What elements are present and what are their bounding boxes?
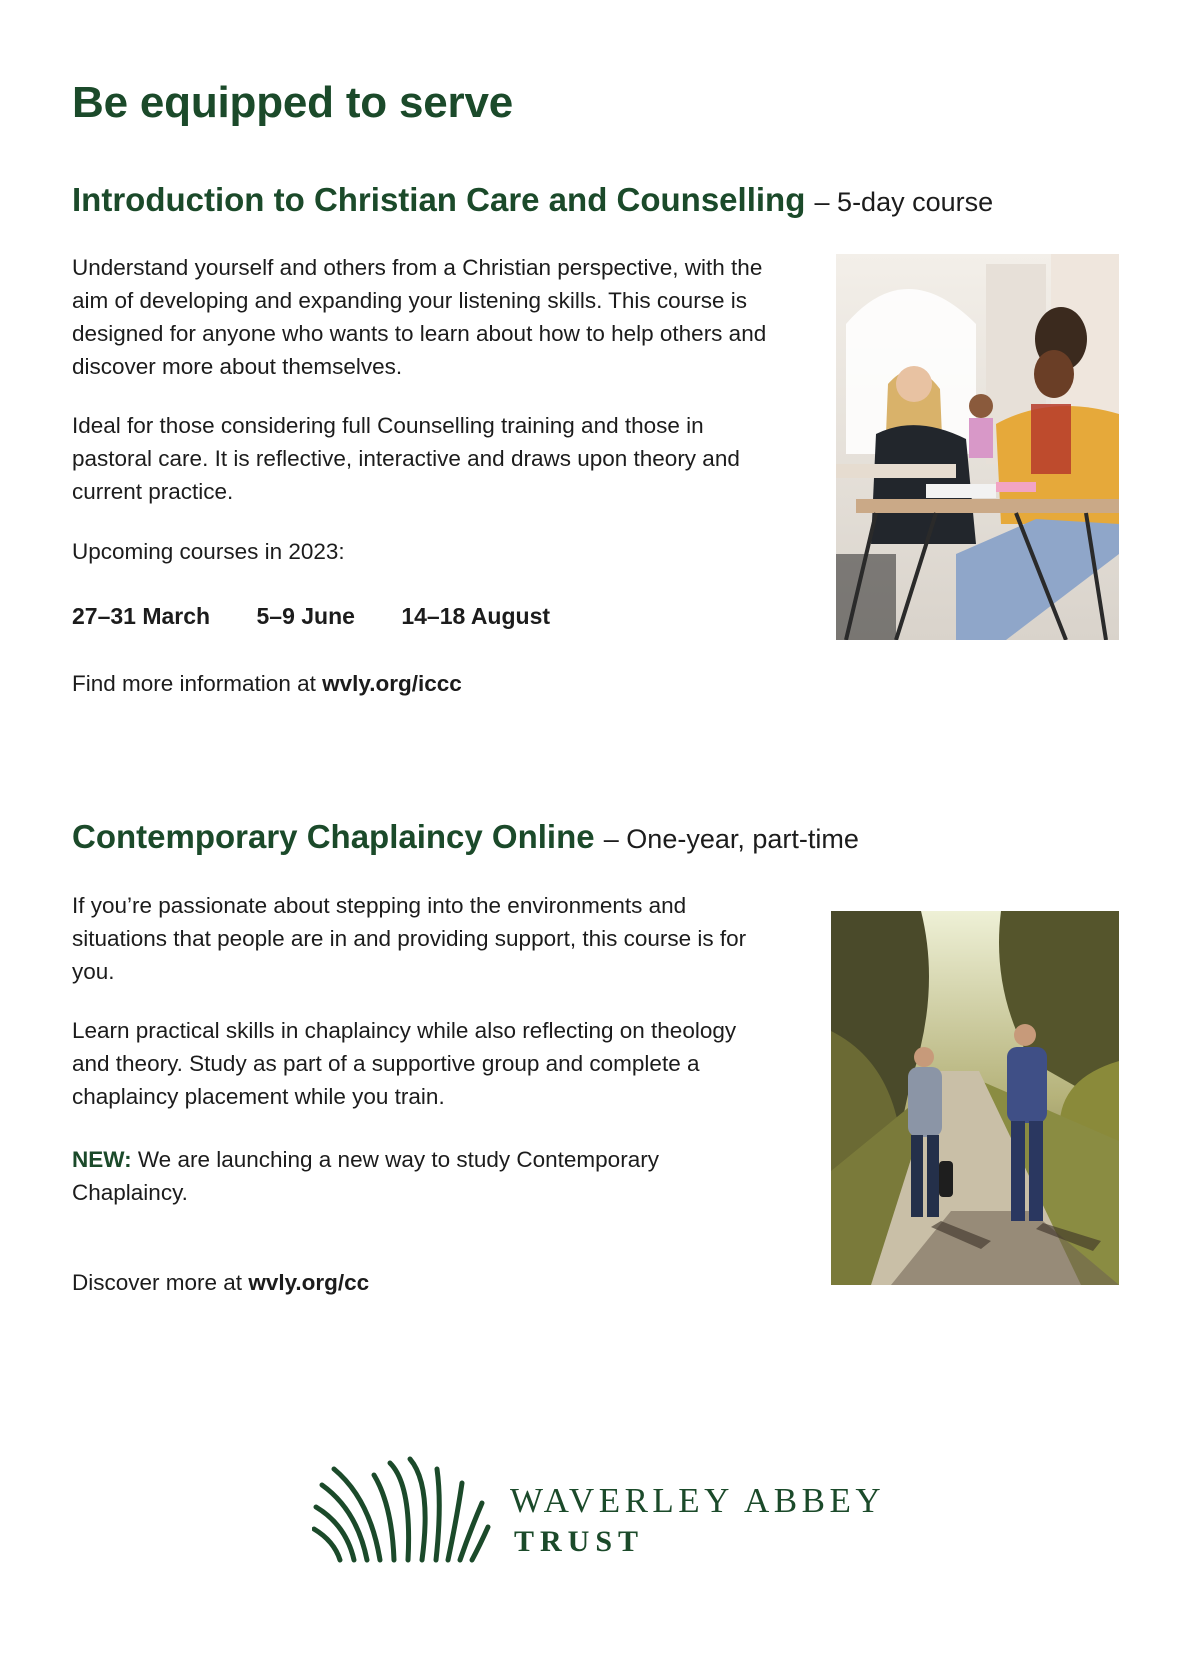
course-date: 27–31 March (72, 603, 211, 629)
logo-sub: TRUST (514, 1525, 645, 1558)
iccc-link[interactable]: wvly.org/iccc (322, 671, 462, 696)
classroom-photo (836, 254, 1119, 640)
waverley-abbey-trust-logo (312, 1455, 912, 1570)
page-title: Be equipped to serve (72, 78, 514, 127)
discover-text: Discover more at (72, 1270, 249, 1295)
section-title-iccc: Introduction to Christian Care and Counselling (72, 181, 806, 218)
section-subtitle-cc: – One-year, part-time (603, 824, 859, 854)
walking-path-photo (831, 911, 1119, 1285)
iccc-intro-paragraph: Understand yourself and others from a Christian perspective, with the aim of developing and expanding your listening skills. This course is designed for anyone who wants to learn about how to help others and discover more about themselves. (72, 255, 767, 379)
cc-intro-paragraph: If you’re passionate about stepping into the environments and situations that people are in and providing support, this course is for you. (72, 893, 747, 984)
cc-new-paragraph (72, 1143, 772, 1209)
more-info-text: Find more information at (72, 671, 323, 696)
cc-discover (72, 1266, 369, 1299)
section-heading-cc (72, 818, 859, 856)
section-title-cc: Contemporary Chaplaincy Online (72, 818, 595, 855)
iccc-dates (72, 603, 550, 630)
cc-link[interactable]: wvly.org/cc (248, 1270, 370, 1295)
cc-learn-paragraph: Learn practical skills in chaplaincy while also reflecting on theology and theory. Study as part of a supportive group and complete a chaplaincy placement while you train. (72, 1018, 737, 1109)
new-text: We are launching a new way to study Contemporary Chaplaincy. (72, 1147, 659, 1205)
course-date: 14–18 August (401, 603, 551, 629)
iccc-ideal-paragraph: Ideal for those considering full Counselling training and those in pastoral care. It is reflective, interactive and draws upon theory and current practice. (72, 413, 740, 504)
iccc-upcoming-label: Upcoming courses in 2023: (72, 539, 345, 564)
section-heading-iccc (72, 181, 993, 219)
course-date: 5–9 June (256, 603, 355, 629)
section-subtitle-iccc: – 5-day course (814, 187, 994, 217)
iccc-more-info (72, 667, 462, 700)
logo-name: WAVERLEY ABBEY (510, 1481, 886, 1520)
waverley-arches-logo-icon (312, 1455, 492, 1565)
new-label: NEW: (72, 1147, 132, 1172)
